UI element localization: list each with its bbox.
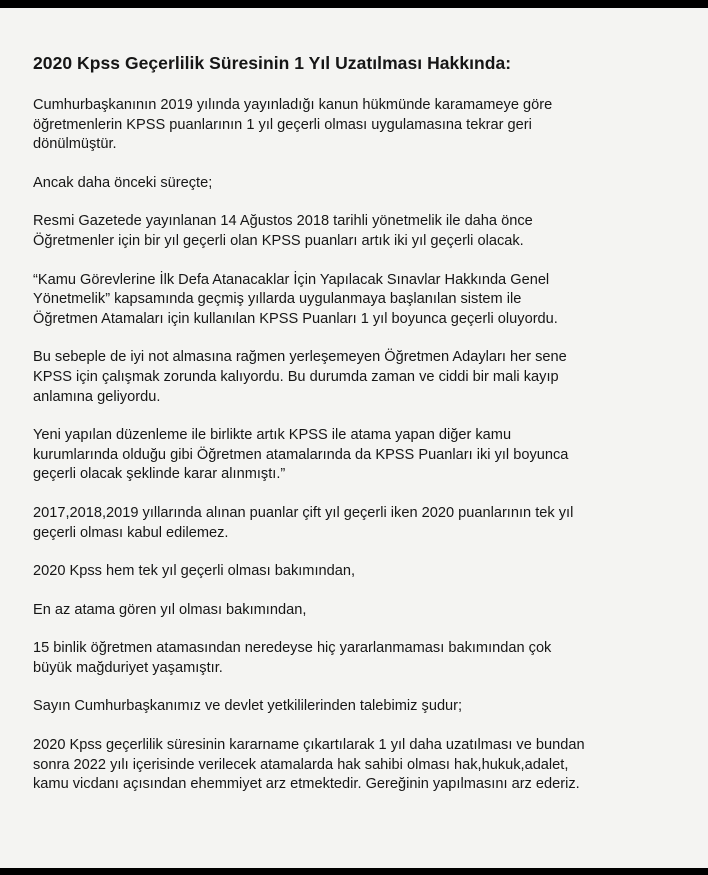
paragraph-2: Ancak daha önceki süreçte;	[33, 174, 213, 191]
paragraph-6: Yeni yapılan düzenleme ile birlikte artık KPSS ile atama yapan diğer kamu kurumlarında olduğu gibi Öğretmen atamalarında da KPSS Puanları iki yıl boyunca geçerli olacak şeklinde karar alınmıştı.”	[33, 427, 569, 483]
paragraph-8: 2020 Kpss hem tek yıl geçerli olması bakımından,	[33, 563, 356, 580]
document-page	[0, 8, 708, 868]
paragraph-12: 2020 Kpss geçerlilik süresinin kararname çıkartılarak 1 yıl daha uzatılması ve bundan sonra 2022 yılı içerisinde verilecek atamalarda hak sahibi olması hak,hukuk,adalet, kamu vicdanı açısından ehemmiyet arz etmektedir. Gereğinin yapılmasını arz ederiz.	[33, 737, 585, 793]
bottom-border	[0, 868, 708, 875]
paragraph-5: Bu sebeple de iyi not almasına rağmen yerleşemeyen Öğretmen Adayları her sene KPSS için çalışmak zorunda kalıyordu. Bu durumda zaman ve ciddi bir mali kayıp anlamına geliyordu.	[33, 349, 567, 405]
paragraph-11: Sayın Cumhurbaşkanımız ve devlet yetkililerinden talebimiz şudur;	[33, 698, 463, 715]
paragraph-4: “Kamu Görevlerine İlk Defa Atanacaklar İçin Yapılacak Sınavlar Hakkında Genel Yönetmelik” kapsamında geçmiş yıllarda uygulanmaya başlanılan sistem ile Öğretmen Atamaları için kullanılan KPSS Puanları 1 yıl boyunca geçerli oluyordu.	[33, 271, 558, 327]
paragraph-10: 15 binlik öğretmen atamasından neredeyse hiç yararlanmaması bakımından çok büyük mağduriyet yaşamıştır.	[33, 640, 552, 676]
paragraph-9: En az atama gören yıl olması bakımından,	[33, 601, 307, 618]
paragraph-7: 2017,2018,2019 yıllarında alınan puanlar çift yıl geçerli iken 2020 puanlarının tek yıl geçerli olması kabul edilemez.	[33, 504, 574, 541]
paragraph-3: Resmi Gazetede yayınlanan 14 Ağustos 2018 tarihli yönetmelik ile daha önce Öğretmenler için bir yıl geçerli olan KPSS puanları artık iki yıl geçerli olacak.	[33, 213, 533, 249]
paragraph-1: Cumhurbaşkanının 2019 yılında yayınladığı kanun hükmünde karamameye göre öğretmenlerin KPSS puanlarının 1 yıl geçerli olması uygulamasına tekrar geri dönülmüştür.	[33, 97, 553, 153]
document-title: 2020 Kpss Geçerlilik Süresinin 1 Yıl Uzatılması Hakkında:	[33, 53, 512, 73]
